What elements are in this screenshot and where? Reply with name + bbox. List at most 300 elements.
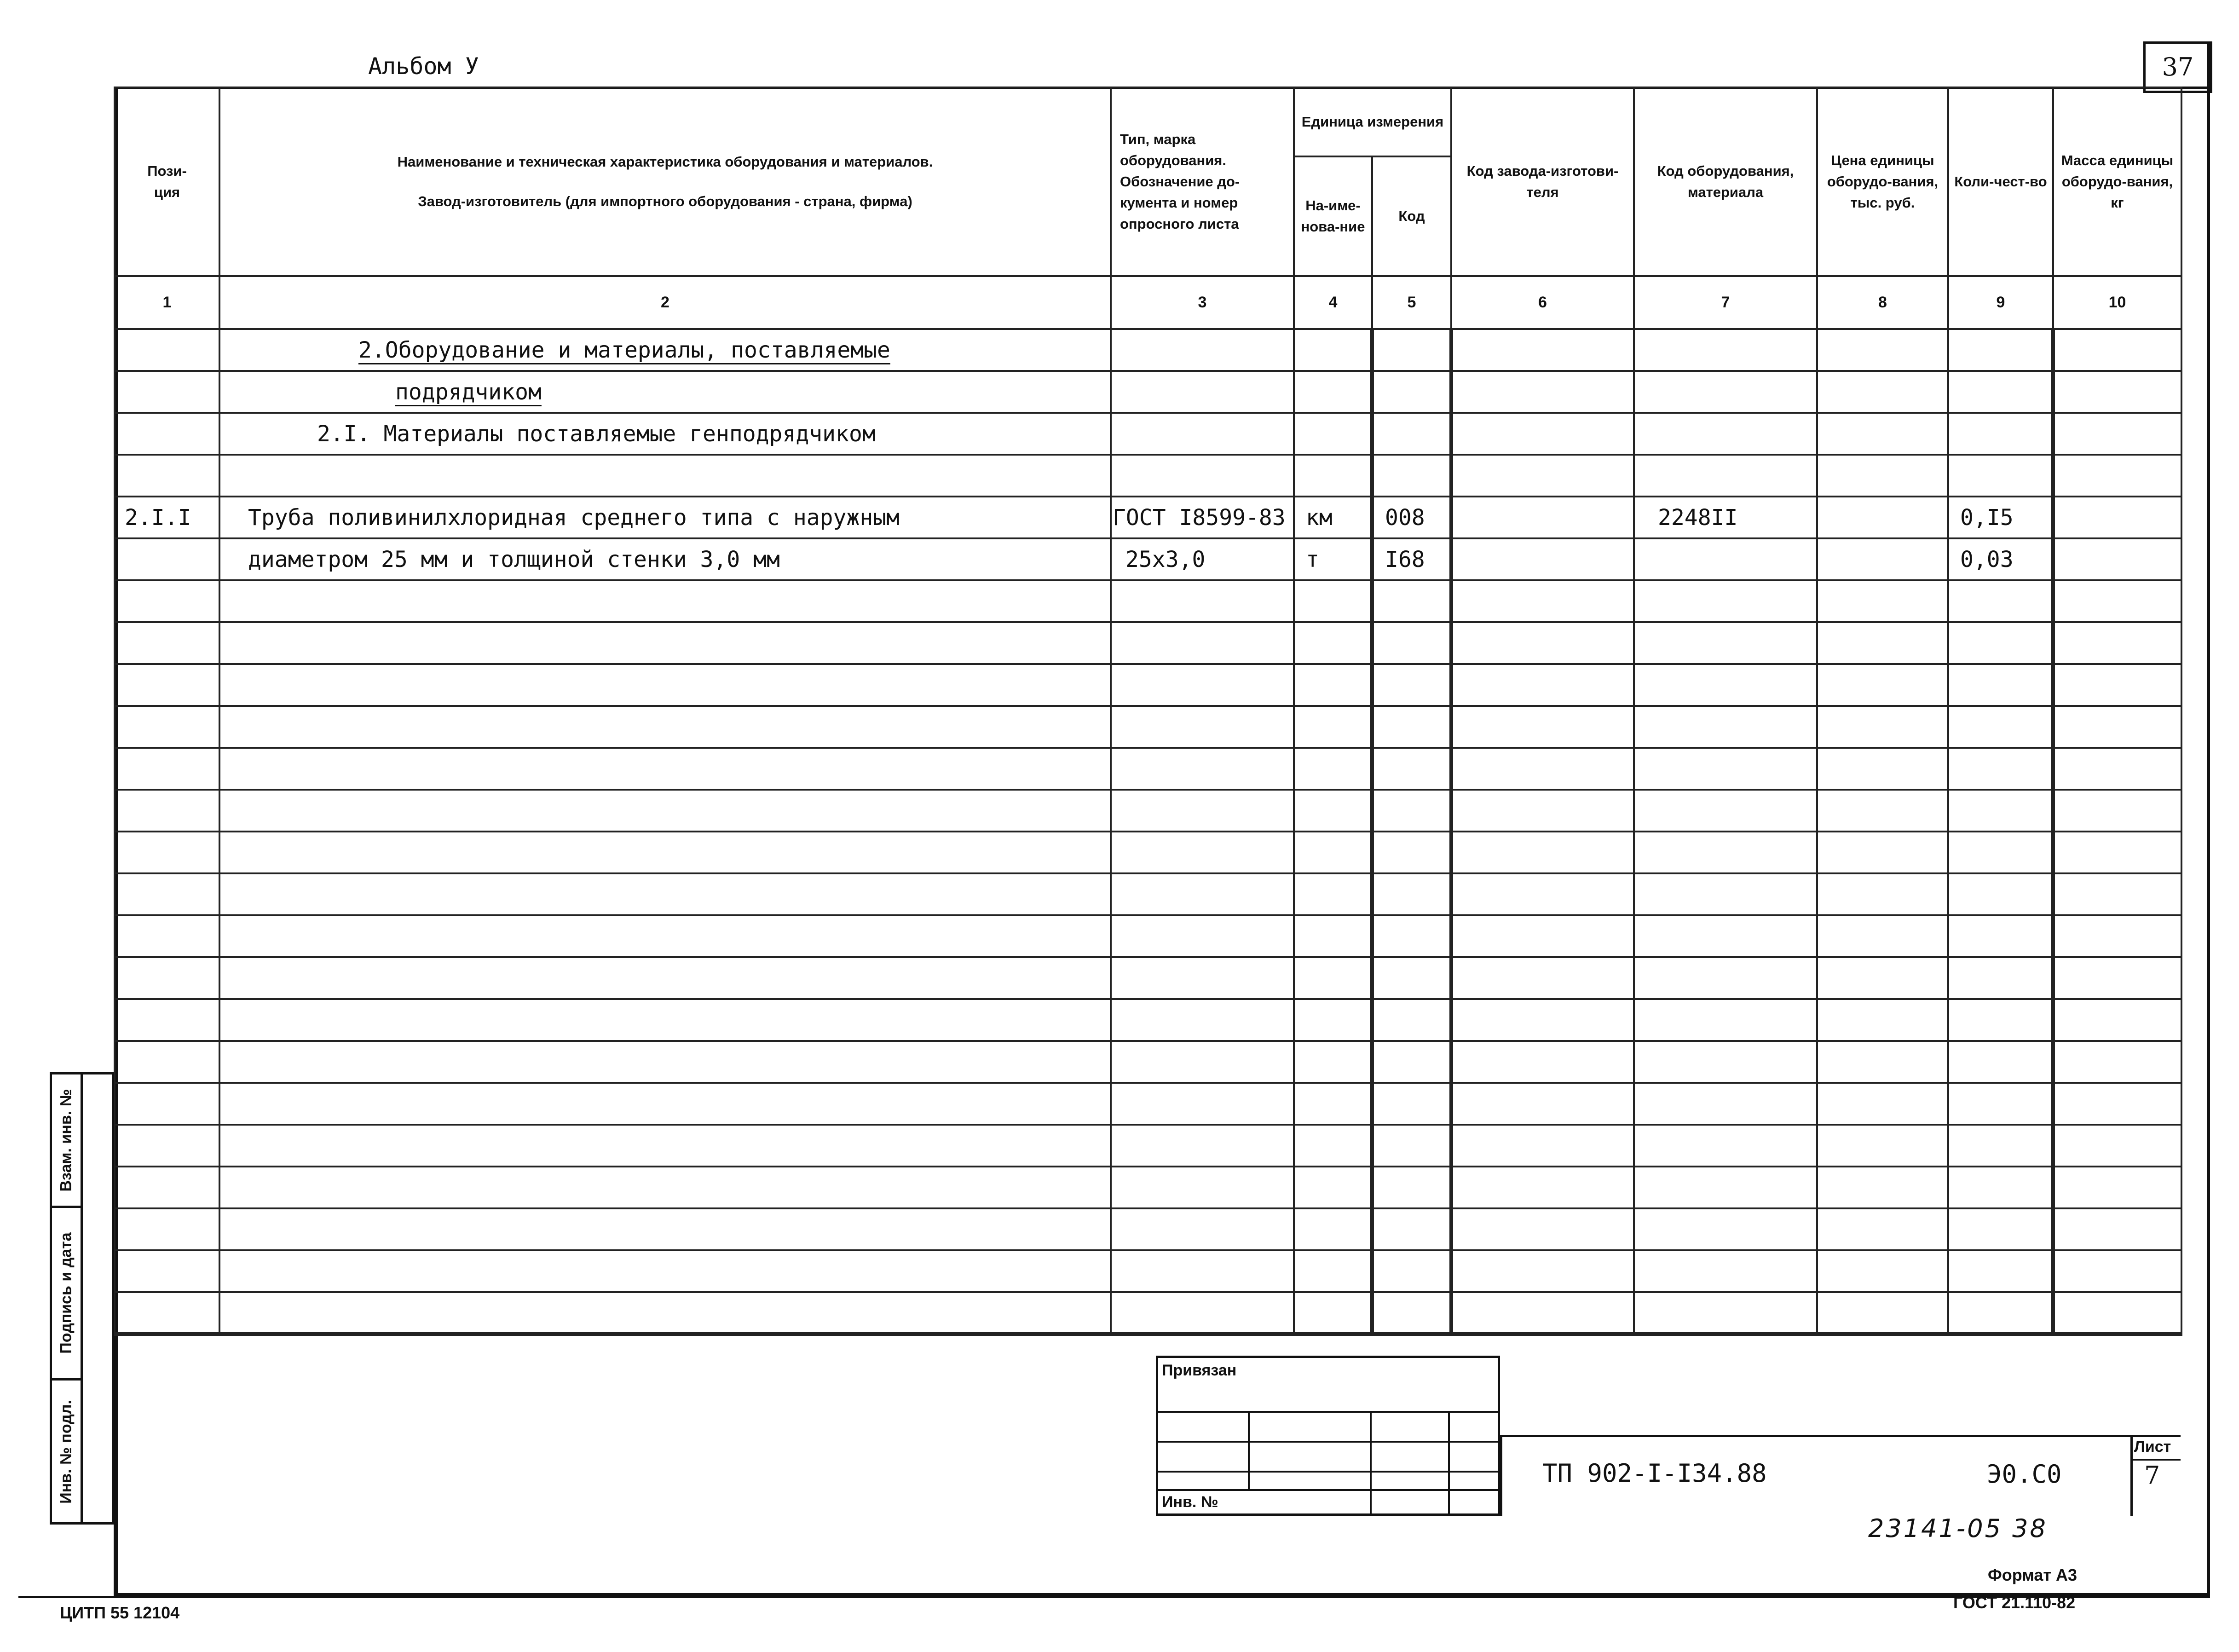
stamp-inv-original: Инв. № подл.: [57, 1400, 75, 1504]
header-position: Пози- ция: [115, 87, 219, 276]
cell-mass: [2053, 329, 2181, 371]
cell-pos: [115, 371, 219, 413]
cell-pos: [115, 329, 219, 371]
stamp-swap-inv: Взам. инв. №: [52, 1074, 81, 1208]
cell-factory: [1451, 915, 1634, 957]
cell-qty: [1948, 455, 2053, 497]
header-type: Тип, марка оборудования. Обозначение до-кумента и номер опросного листа: [1111, 87, 1294, 276]
cell-name: [219, 706, 1111, 748]
cell-pos: [115, 706, 219, 748]
cell-factory: [1451, 832, 1634, 873]
cell-qty: [1948, 915, 2053, 957]
cell-unit_code: [1372, 455, 1451, 497]
cell-pos: [115, 1292, 219, 1334]
cell-code: [1634, 413, 1817, 455]
cell-factory: [1451, 1167, 1634, 1208]
cell-code: [1634, 706, 1817, 748]
cell-name: 2.I. Материалы поставляемые генподрядчиком: [219, 413, 1111, 455]
cell-mass: [2053, 957, 2181, 999]
cell-qty: [1948, 1041, 2053, 1083]
cell-pos: 2.I.I: [115, 497, 219, 538]
col-number-9: 9: [1948, 276, 2053, 329]
cell-factory: [1451, 1208, 1634, 1250]
cell-type: [1111, 1167, 1294, 1208]
cell-qty: [1948, 664, 2053, 706]
cell-qty: [1948, 371, 2053, 413]
cell-unit: [1294, 1041, 1372, 1083]
cell-price: [1817, 790, 1948, 832]
table-row: [115, 915, 2181, 957]
cell-type: [1111, 915, 1294, 957]
cell-qty: [1948, 706, 2053, 748]
cell-unit: [1294, 706, 1372, 748]
cell-mass: [2053, 1208, 2181, 1250]
col-number-10: 10: [2053, 276, 2181, 329]
cell-qty: [1948, 580, 2053, 622]
cell-qty: [1948, 957, 2053, 999]
cell-code: 2248II: [1634, 497, 1817, 538]
cell-unit: км: [1294, 497, 1372, 538]
cell-price: [1817, 329, 1948, 371]
table-row: [115, 1125, 2181, 1167]
col-number-5: 5: [1372, 276, 1451, 329]
cell-type: [1111, 1125, 1294, 1167]
cell-unit: [1294, 622, 1372, 664]
cell-code: [1634, 1292, 1817, 1334]
cell-qty: 0,I5: [1948, 497, 2053, 538]
cell-code: [1634, 957, 1817, 999]
cell-mass: [2053, 915, 2181, 957]
cell-name: [219, 1167, 1111, 1208]
cell-factory: [1451, 1125, 1634, 1167]
cell-name: [219, 999, 1111, 1041]
cell-type: 25х3,0: [1111, 538, 1294, 580]
cell-unit: [1294, 1125, 1372, 1167]
cell-pos: [115, 1041, 219, 1083]
cell-qty: [1948, 999, 2053, 1041]
header-mass: Масса единицы оборудо-вания, кг: [2053, 87, 2181, 276]
cell-code: [1634, 329, 1817, 371]
cell-unit: [1294, 915, 1372, 957]
cell-unit_code: [1372, 748, 1451, 790]
table-row: [115, 329, 2181, 371]
table-row: [115, 957, 2181, 999]
cell-qty: [1948, 622, 2053, 664]
cell-type: [1111, 748, 1294, 790]
cell-factory: [1451, 790, 1634, 832]
header-price: Цена единицы оборудо-вания, тыс. руб.: [1817, 87, 1948, 276]
cell-mass: [2053, 1167, 2181, 1208]
cell-unit: [1294, 1250, 1372, 1292]
cell-mass: [2053, 999, 2181, 1041]
table-row: [115, 497, 2181, 538]
cell-price: [1817, 1250, 1948, 1292]
table-row: [115, 371, 2181, 413]
cell-unit: [1294, 999, 1372, 1041]
cell-price: [1817, 538, 1948, 580]
cell-name: [219, 455, 1111, 497]
cell-mass: [2053, 455, 2181, 497]
cell-code: [1634, 1208, 1817, 1250]
album-title: Альбом У: [368, 53, 479, 80]
cell-pos: [115, 1125, 219, 1167]
cell-unit: т: [1294, 538, 1372, 580]
cell-code: [1634, 915, 1817, 957]
cell-pos: [115, 748, 219, 790]
cell-name: [219, 957, 1111, 999]
cipt-label: ЦИТП 55 12104: [60, 1603, 180, 1622]
cell-factory: [1451, 497, 1634, 538]
cell-price: [1817, 957, 1948, 999]
cell-type: ГОСТ I8599-83: [1111, 497, 1294, 538]
cell-unit: [1294, 873, 1372, 915]
cell-code: [1634, 580, 1817, 622]
cell-code: [1634, 999, 1817, 1041]
cell-price: [1817, 1083, 1948, 1125]
cell-unit_code: [1372, 1125, 1451, 1167]
cell-pos: [115, 1167, 219, 1208]
cell-mass: [2053, 538, 2181, 580]
table-row: [115, 455, 2181, 497]
cell-price: [1817, 1208, 1948, 1250]
attached-label: Привязан: [1162, 1362, 1237, 1379]
cell-unit_code: [1372, 371, 1451, 413]
cell-name: [219, 664, 1111, 706]
cell-factory: [1451, 873, 1634, 915]
page-number: 37: [2143, 41, 2212, 93]
cell-factory: [1451, 622, 1634, 664]
cell-pos: [115, 538, 219, 580]
col-number-3: 3: [1111, 276, 1294, 329]
header-equipment-code: Код оборудования, материала: [1634, 87, 1817, 276]
cell-type: [1111, 999, 1294, 1041]
cell-code: [1634, 832, 1817, 873]
cell-price: [1817, 999, 1948, 1041]
cell-pos: [115, 622, 219, 664]
cell-unit_code: [1372, 580, 1451, 622]
cell-unit_code: [1372, 790, 1451, 832]
cell-unit: [1294, 1167, 1372, 1208]
cell-type: [1111, 664, 1294, 706]
cell-name: [219, 1250, 1111, 1292]
cell-pos: [115, 1208, 219, 1250]
cell-mass: [2053, 580, 2181, 622]
cell-factory: [1451, 1292, 1634, 1334]
cell-factory: [1451, 1083, 1634, 1125]
cell-type: [1111, 873, 1294, 915]
cell-name: [219, 1041, 1111, 1083]
cell-unit: [1294, 790, 1372, 832]
cell-mass: [2053, 1292, 2181, 1334]
cell-code: [1634, 664, 1817, 706]
cell-name: [219, 832, 1111, 873]
cell-code: [1634, 622, 1817, 664]
cell-code: [1634, 790, 1817, 832]
cell-pos: [115, 832, 219, 873]
cell-code: [1634, 873, 1817, 915]
cell-mass: [2053, 1083, 2181, 1125]
table-row: [115, 1250, 2181, 1292]
table-row: [115, 999, 2181, 1041]
col-number-2: 2: [219, 276, 1111, 329]
header-factory-code: Код завода-изготови-теля: [1451, 87, 1634, 276]
cell-name: диаметром 25 мм и толщиной стенки 3,0 мм: [219, 538, 1111, 580]
cell-factory: [1451, 329, 1634, 371]
cell-pos: [115, 999, 219, 1041]
cell-unit_code: [1372, 1083, 1451, 1125]
cell-unit: [1294, 371, 1372, 413]
cell-unit_code: [1372, 413, 1451, 455]
table-row: [115, 622, 2181, 664]
cell-unit: [1294, 1083, 1372, 1125]
cell-mass: [2053, 371, 2181, 413]
cell-qty: [1948, 748, 2053, 790]
tb-line: [1248, 1411, 1250, 1489]
cell-unit_code: [1372, 622, 1451, 664]
table-row: [115, 664, 2181, 706]
cell-pos: [115, 957, 219, 999]
cell-type: [1111, 1041, 1294, 1083]
cell-name: [219, 748, 1111, 790]
col-number-8: 8: [1817, 276, 1948, 329]
cell-unit: [1294, 957, 1372, 999]
cell-price: [1817, 580, 1948, 622]
cell-type: [1111, 790, 1294, 832]
cell-factory: [1451, 957, 1634, 999]
cell-type: [1111, 1208, 1294, 1250]
cell-mass: [2053, 873, 2181, 915]
cell-code: [1634, 1125, 1817, 1167]
cell-price: [1817, 622, 1948, 664]
table-row: [115, 1167, 2181, 1208]
cell-code: [1634, 1083, 1817, 1125]
cell-code: [1634, 538, 1817, 580]
col-number-4: 4: [1294, 276, 1372, 329]
sheet-separator: [2130, 1459, 2181, 1461]
stamp-divider: [81, 1074, 83, 1522]
cell-qty: [1948, 873, 2053, 915]
cell-unit_code: [1372, 664, 1451, 706]
cell-mass: [2053, 497, 2181, 538]
cell-code: [1634, 748, 1817, 790]
cell-code: [1634, 371, 1817, 413]
cell-type: [1111, 1292, 1294, 1334]
handwritten-note: 23141-05 38: [1868, 1514, 2048, 1543]
cell-mass: [2053, 1125, 2181, 1167]
cell-mass: [2053, 790, 2181, 832]
cell-qty: 0,03: [1948, 538, 2053, 580]
inv-no-label: Инв. №: [1162, 1493, 1218, 1511]
cell-type: [1111, 329, 1294, 371]
cell-mass: [2053, 413, 2181, 455]
cell-name: [219, 1208, 1111, 1250]
tb-line: [1158, 1489, 1498, 1491]
cell-name: Труба поливинилхлоридная среднего типа с наружным: [219, 497, 1111, 538]
cell-pos: [115, 1083, 219, 1125]
cell-unit: [1294, 832, 1372, 873]
cell-type: [1111, 957, 1294, 999]
cell-pos: [115, 1250, 219, 1292]
attachment-box: [1156, 1356, 1500, 1516]
cell-name: [219, 1292, 1111, 1334]
table-row: [115, 832, 2181, 873]
cell-qty: [1948, 832, 2053, 873]
col-number-6: 6: [1451, 276, 1634, 329]
cell-name: [219, 915, 1111, 957]
cell-unit: [1294, 413, 1372, 455]
tb-line: [1158, 1411, 1498, 1413]
cell-unit_code: [1372, 915, 1451, 957]
cell-qty: [1948, 1083, 2053, 1125]
cell-name: [219, 1125, 1111, 1167]
table-row: [115, 873, 2181, 915]
cell-pos: [115, 580, 219, 622]
cell-mass: [2053, 664, 2181, 706]
cell-price: [1817, 1167, 1948, 1208]
cell-name: 2.Оборудование и материалы, поставляемые: [219, 329, 1111, 371]
table-row: [115, 748, 2181, 790]
cell-factory: [1451, 371, 1634, 413]
cell-factory: [1451, 706, 1634, 748]
cell-unit_code: [1372, 999, 1451, 1041]
cell-price: [1817, 873, 1948, 915]
cell-unit_code: [1372, 1250, 1451, 1292]
cell-mass: [2053, 1250, 2181, 1292]
cell-price: [1817, 748, 1948, 790]
cell-qty: [1948, 1208, 2053, 1250]
table-row: [115, 1292, 2181, 1334]
cell-pos: [115, 455, 219, 497]
cell-mass: [2053, 706, 2181, 748]
format-label: Формат А3: [1988, 1565, 2077, 1584]
cell-unit_code: [1372, 957, 1451, 999]
cell-type: [1111, 580, 1294, 622]
cell-unit_code: [1372, 873, 1451, 915]
cell-pos: [115, 915, 219, 957]
cell-factory: [1451, 664, 1634, 706]
header-unit-group: Единица измерения: [1294, 87, 1451, 156]
cell-name: [219, 580, 1111, 622]
cell-price: [1817, 1125, 1948, 1167]
table-row: [115, 790, 2181, 832]
cell-name: подрядчиком: [219, 371, 1111, 413]
cell-qty: [1948, 1292, 2053, 1334]
cell-mass: [2053, 748, 2181, 790]
cell-unit: [1294, 329, 1372, 371]
col-number-7: 7: [1634, 276, 1817, 329]
sheet-number: 7: [2144, 1461, 2160, 1490]
frame-bottom-border: [18, 1596, 2210, 1598]
cell-type: [1111, 413, 1294, 455]
cell-price: [1817, 915, 1948, 957]
cell-pos: [115, 790, 219, 832]
cell-name: [219, 622, 1111, 664]
cell-unit_code: 008: [1372, 497, 1451, 538]
cell-price: [1817, 497, 1948, 538]
tb-line: [1158, 1441, 1498, 1443]
cell-factory: [1451, 1250, 1634, 1292]
cell-name: [219, 790, 1111, 832]
cell-price: [1817, 832, 1948, 873]
col-number-1: 1: [115, 276, 219, 329]
specification-table: [114, 87, 2182, 1336]
cell-type: [1111, 455, 1294, 497]
cell-unit: [1294, 1292, 1372, 1334]
cell-price: [1817, 455, 1948, 497]
cell-name: [219, 1083, 1111, 1125]
cell-type: [1111, 706, 1294, 748]
cell-pos: [115, 413, 219, 455]
cell-unit_code: I68: [1372, 538, 1451, 580]
cell-factory: [1451, 999, 1634, 1041]
cell-type: [1111, 622, 1294, 664]
header-name: Наименование и техническая характеристика оборудования и материалов. Завод-изготовитель (для импортного оборудования - страна, фирма): [219, 87, 1111, 276]
cell-qty: [1948, 413, 2053, 455]
stamp-sign-date: Подпись и дата: [52, 1208, 81, 1381]
document-section: Э0.С0: [1987, 1460, 2062, 1489]
tb-line: [1158, 1471, 1498, 1473]
cell-code: [1634, 455, 1817, 497]
cell-mass: [2053, 622, 2181, 664]
cell-unit: [1294, 580, 1372, 622]
gost-label: ГОСТ 21.110-82: [1953, 1593, 2076, 1612]
cell-factory: [1451, 1041, 1634, 1083]
cell-pos: [115, 664, 219, 706]
cell-mass: [2053, 1041, 2181, 1083]
cell-type: [1111, 832, 1294, 873]
cell-unit_code: [1372, 832, 1451, 873]
cell-qty: [1948, 790, 2053, 832]
cell-qty: [1948, 1125, 2053, 1167]
tb-line: [1370, 1411, 1372, 1516]
cell-type: [1111, 1250, 1294, 1292]
cell-price: [1817, 1041, 1948, 1083]
cell-unit: [1294, 748, 1372, 790]
cell-price: [1817, 706, 1948, 748]
table-row: [115, 580, 2181, 622]
header-unit-name: На-име-нова-ние: [1294, 156, 1372, 276]
table-row: [115, 1083, 2181, 1125]
cell-unit: [1294, 1208, 1372, 1250]
cell-unit_code: [1372, 706, 1451, 748]
sheet-label: Лист: [2134, 1438, 2171, 1456]
cell-code: [1634, 1167, 1817, 1208]
cell-factory: [1451, 413, 1634, 455]
cell-unit: [1294, 455, 1372, 497]
cell-type: [1111, 1083, 1294, 1125]
cell-unit_code: [1372, 1208, 1451, 1250]
cell-qty: [1948, 1250, 2053, 1292]
cell-name: [219, 873, 1111, 915]
document-code: ТП 902-I-I34.88: [1542, 1459, 1767, 1488]
cell-factory: [1451, 455, 1634, 497]
cell-mass: [2053, 832, 2181, 873]
cell-price: [1817, 371, 1948, 413]
table-row: [115, 1208, 2181, 1250]
cell-factory: [1451, 580, 1634, 622]
cell-qty: [1948, 1167, 2053, 1208]
cell-pos: [115, 873, 219, 915]
cell-unit_code: [1372, 329, 1451, 371]
table-row: [115, 413, 2181, 455]
cell-factory: [1451, 748, 1634, 790]
cell-price: [1817, 1292, 1948, 1334]
cell-type: [1111, 371, 1294, 413]
cell-unit_code: [1372, 1167, 1451, 1208]
left-margin-stamp: [50, 1072, 114, 1525]
cell-unit: [1294, 664, 1372, 706]
cell-factory: [1451, 538, 1634, 580]
